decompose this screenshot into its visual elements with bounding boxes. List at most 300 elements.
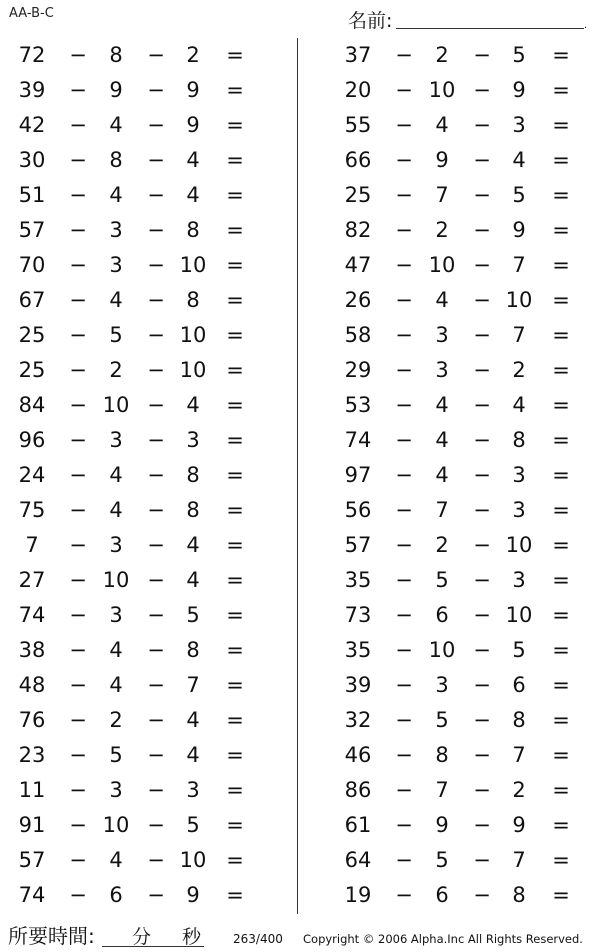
subtrahend-2: 9 — [186, 113, 200, 137]
subtrahend-1: 5 — [109, 743, 123, 767]
subtrahend-1: 3 — [435, 358, 449, 382]
subtrahend-1: 4 — [109, 638, 123, 662]
subtrahend-1: 4 — [435, 288, 449, 312]
subtrahend-2: 4 — [186, 568, 200, 592]
problem-row — [0, 633, 270, 668]
minuend: 67 — [18, 288, 46, 312]
equals-sign: = — [552, 113, 570, 137]
subtrahend-2: 10 — [505, 603, 533, 627]
problem-row — [326, 563, 596, 598]
subtrahend-2: 8 — [512, 708, 526, 732]
subtrahend-1: 8 — [435, 743, 449, 767]
subtrahend-1: 3 — [109, 778, 123, 802]
minus-sign: − — [395, 323, 413, 347]
subtrahend-1: 2 — [109, 358, 123, 382]
subtrahend-1: 4 — [109, 183, 123, 207]
problem-row — [326, 248, 596, 283]
minus-sign: − — [395, 183, 413, 207]
minuend: 38 — [18, 638, 46, 662]
minus-sign: − — [395, 463, 413, 487]
subtrahend-1: 4 — [435, 428, 449, 452]
equals-sign: = — [552, 43, 570, 67]
minus-sign: − — [147, 358, 165, 382]
minuend: 84 — [18, 393, 46, 417]
problem-row — [326, 878, 596, 913]
subtrahend-2: 9 — [512, 218, 526, 242]
left-problem-column — [0, 38, 270, 913]
problem-row — [326, 633, 596, 668]
subtrahend-1: 3 — [109, 533, 123, 557]
minus-sign: − — [473, 673, 491, 697]
minus-sign: − — [473, 708, 491, 732]
minus-sign: − — [69, 183, 87, 207]
minus-sign: − — [69, 743, 87, 767]
minuend: 48 — [18, 673, 46, 697]
subtrahend-1: 4 — [109, 113, 123, 137]
equals-sign: = — [552, 638, 570, 662]
minuend: 97 — [344, 463, 372, 487]
minus-sign: − — [473, 568, 491, 592]
problem-row — [326, 283, 596, 318]
minuend: 58 — [344, 323, 372, 347]
equals-sign: = — [226, 778, 244, 802]
minus-sign: − — [147, 428, 165, 452]
subtrahend-2: 4 — [186, 393, 200, 417]
subtrahend-1: 7 — [435, 778, 449, 802]
subtrahend-1: 6 — [109, 883, 123, 907]
problem-row — [326, 668, 596, 703]
minuend: 66 — [344, 148, 372, 172]
minuend: 7 — [25, 533, 39, 557]
minus-sign: − — [147, 813, 165, 837]
minus-sign: − — [395, 253, 413, 277]
subtrahend-1: 10 — [102, 393, 130, 417]
equals-sign: = — [226, 253, 244, 277]
minus-sign: − — [473, 393, 491, 417]
subtrahend-1: 10 — [102, 568, 130, 592]
equals-sign: = — [552, 848, 570, 872]
subtrahend-2: 7 — [512, 323, 526, 347]
equals-sign: = — [552, 288, 570, 312]
minuend: 47 — [344, 253, 372, 277]
name-underline — [396, 28, 584, 29]
subtrahend-1: 3 — [109, 603, 123, 627]
subtrahend-2: 4 — [186, 183, 200, 207]
problem-row — [0, 353, 270, 388]
subtrahend-1: 2 — [435, 218, 449, 242]
minuend: 76 — [18, 708, 46, 732]
equals-sign: = — [552, 883, 570, 907]
equals-sign: = — [552, 533, 570, 557]
equals-sign: = — [552, 218, 570, 242]
minus-sign: − — [147, 148, 165, 172]
subtrahend-2: 2 — [186, 43, 200, 67]
subtrahend-2: 3 — [186, 428, 200, 452]
minus-sign: − — [395, 358, 413, 382]
minuend: 30 — [18, 148, 46, 172]
minuend: 96 — [18, 428, 46, 452]
minutes-label: 分 — [132, 926, 152, 948]
subtrahend-2: 10 — [179, 358, 207, 382]
minus-sign: − — [147, 638, 165, 662]
equals-sign: = — [552, 498, 570, 522]
minuend: 57 — [18, 218, 46, 242]
minus-sign: − — [473, 638, 491, 662]
equals-sign: = — [552, 183, 570, 207]
subtrahend-1: 4 — [435, 113, 449, 137]
equals-sign: = — [226, 848, 244, 872]
minuend: 75 — [18, 498, 46, 522]
subtrahend-2: 10 — [505, 288, 533, 312]
minus-sign: − — [395, 708, 413, 732]
minus-sign: − — [69, 148, 87, 172]
problem-row — [326, 598, 596, 633]
equals-sign: = — [226, 498, 244, 522]
subtrahend-1: 3 — [109, 253, 123, 277]
problem-row — [326, 528, 596, 563]
minus-sign: − — [395, 218, 413, 242]
minus-sign: − — [147, 498, 165, 522]
subtrahend-2: 9 — [512, 813, 526, 837]
minuend: 25 — [18, 358, 46, 382]
minus-sign: − — [473, 253, 491, 277]
subtrahend-2: 4 — [512, 393, 526, 417]
subtrahend-1: 5 — [435, 568, 449, 592]
subtrahend-2: 4 — [186, 708, 200, 732]
problem-row — [0, 213, 270, 248]
minus-sign: − — [473, 848, 491, 872]
minus-sign: − — [473, 218, 491, 242]
equals-sign: = — [226, 813, 244, 837]
minuend: 72 — [18, 43, 46, 67]
minus-sign: − — [395, 673, 413, 697]
minus-sign: − — [395, 113, 413, 137]
minuend: 32 — [344, 708, 372, 732]
minus-sign: − — [473, 78, 491, 102]
minus-sign: − — [69, 778, 87, 802]
minus-sign: − — [147, 218, 165, 242]
minuend: 37 — [344, 43, 372, 67]
subtrahend-1: 10 — [428, 78, 456, 102]
problem-row — [0, 73, 270, 108]
problem-row — [326, 773, 596, 808]
subtrahend-2: 4 — [512, 148, 526, 172]
minus-sign: − — [473, 883, 491, 907]
minus-sign: − — [69, 673, 87, 697]
problem-row — [0, 458, 270, 493]
minus-sign: − — [395, 533, 413, 557]
minus-sign: − — [147, 113, 165, 137]
minus-sign: − — [473, 148, 491, 172]
subtrahend-2: 8 — [186, 638, 200, 662]
minus-sign: − — [147, 673, 165, 697]
subtrahend-2: 5 — [186, 813, 200, 837]
subtrahend-1: 9 — [109, 78, 123, 102]
minus-sign: − — [69, 638, 87, 662]
minuend: 70 — [18, 253, 46, 277]
problem-row — [326, 143, 596, 178]
copyright-notice: Copyright © 2006 Alpha.Inc All Rights Reserved. — [303, 932, 583, 946]
minus-sign: − — [395, 813, 413, 837]
subtrahend-1: 7 — [435, 183, 449, 207]
subtrahend-1: 3 — [109, 218, 123, 242]
problem-row — [0, 178, 270, 213]
minus-sign: − — [473, 778, 491, 802]
minus-sign: − — [473, 813, 491, 837]
minus-sign: − — [69, 568, 87, 592]
equals-sign: = — [226, 183, 244, 207]
minus-sign: − — [395, 78, 413, 102]
problem-row — [0, 563, 270, 598]
minuend: 46 — [344, 743, 372, 767]
subtrahend-1: 10 — [428, 638, 456, 662]
minus-sign: − — [473, 288, 491, 312]
equals-sign: = — [552, 78, 570, 102]
minuend: 64 — [344, 848, 372, 872]
equals-sign: = — [552, 743, 570, 767]
page-number: 263/400 — [233, 932, 283, 946]
minus-sign: − — [395, 393, 413, 417]
subtrahend-2: 9 — [512, 78, 526, 102]
minus-sign: − — [147, 393, 165, 417]
equals-sign: = — [226, 428, 244, 452]
minus-sign: − — [69, 113, 87, 137]
name-label: 名前: — [348, 10, 393, 32]
equals-sign: = — [552, 778, 570, 802]
problem-row — [0, 528, 270, 563]
subtrahend-2: 7 — [186, 673, 200, 697]
minuend: 86 — [344, 778, 372, 802]
subtrahend-2: 3 — [512, 463, 526, 487]
problem-row — [326, 423, 596, 458]
minus-sign: − — [395, 43, 413, 67]
minus-sign: − — [395, 883, 413, 907]
problem-row — [326, 73, 596, 108]
problem-row — [326, 738, 596, 773]
problem-row — [326, 843, 596, 878]
minus-sign: − — [147, 253, 165, 277]
subtrahend-2: 5 — [512, 43, 526, 67]
subtrahend-2: 10 — [505, 533, 533, 557]
problem-row — [0, 598, 270, 633]
minuend: 25 — [344, 183, 372, 207]
minus-sign: − — [473, 603, 491, 627]
problem-row — [0, 108, 270, 143]
minus-sign: − — [395, 603, 413, 627]
minus-sign: − — [69, 358, 87, 382]
subtrahend-1: 6 — [435, 883, 449, 907]
subtrahend-1: 4 — [109, 463, 123, 487]
minuend: 39 — [344, 673, 372, 697]
minuend: 39 — [18, 78, 46, 102]
minus-sign: − — [395, 848, 413, 872]
minuend: 35 — [344, 638, 372, 662]
minuend: 74 — [344, 428, 372, 452]
equals-sign: = — [226, 113, 244, 137]
footer — [0, 918, 600, 952]
subtrahend-2: 3 — [512, 498, 526, 522]
equals-sign: = — [226, 743, 244, 767]
subtrahend-1: 3 — [435, 673, 449, 697]
minuend: 23 — [18, 743, 46, 767]
equals-sign: = — [552, 568, 570, 592]
minuend: 24 — [18, 463, 46, 487]
minus-sign: − — [69, 43, 87, 67]
minus-sign: − — [473, 498, 491, 522]
equals-sign: = — [226, 603, 244, 627]
problem-row — [326, 178, 596, 213]
minuend: 73 — [344, 603, 372, 627]
minus-sign: − — [147, 603, 165, 627]
minus-sign: − — [473, 358, 491, 382]
minus-sign: − — [69, 323, 87, 347]
subtrahend-1: 4 — [435, 393, 449, 417]
subtrahend-2: 6 — [512, 673, 526, 697]
minus-sign: − — [147, 43, 165, 67]
minus-sign: − — [473, 43, 491, 67]
subtrahend-2: 10 — [179, 323, 207, 347]
minuend: 11 — [18, 778, 46, 802]
equals-sign: = — [226, 568, 244, 592]
subtrahend-1: 3 — [109, 428, 123, 452]
minus-sign: − — [69, 78, 87, 102]
minus-sign: − — [147, 708, 165, 732]
minuend: 20 — [344, 78, 372, 102]
minuend: 91 — [18, 813, 46, 837]
minus-sign: − — [69, 603, 87, 627]
equals-sign: = — [226, 673, 244, 697]
minuend: 74 — [18, 603, 46, 627]
subtrahend-1: 5 — [109, 323, 123, 347]
subtrahend-2: 2 — [512, 358, 526, 382]
subtrahend-1: 10 — [102, 813, 130, 837]
subtrahend-2: 9 — [186, 78, 200, 102]
subtrahend-2: 8 — [186, 498, 200, 522]
minus-sign: − — [147, 883, 165, 907]
problem-row — [0, 388, 270, 423]
minus-sign: − — [69, 253, 87, 277]
problem-row — [326, 38, 596, 73]
minuend: 53 — [344, 393, 372, 417]
equals-sign: = — [552, 673, 570, 697]
problem-row — [326, 808, 596, 843]
subtrahend-1: 7 — [435, 498, 449, 522]
subtrahend-2: 5 — [512, 183, 526, 207]
subtrahend-1: 4 — [109, 498, 123, 522]
minus-sign: − — [473, 323, 491, 347]
problem-row — [326, 458, 596, 493]
problem-row — [326, 388, 596, 423]
subtrahend-1: 6 — [435, 603, 449, 627]
minuend: 57 — [18, 848, 46, 872]
minus-sign: − — [395, 638, 413, 662]
minuend: 56 — [344, 498, 372, 522]
problem-row — [0, 668, 270, 703]
subtrahend-2: 8 — [186, 288, 200, 312]
problem-row — [0, 738, 270, 773]
subtrahend-2: 3 — [512, 568, 526, 592]
equals-sign: = — [552, 708, 570, 732]
problem-row — [0, 283, 270, 318]
subtrahend-1: 5 — [435, 848, 449, 872]
minus-sign: − — [395, 778, 413, 802]
problem-row — [0, 843, 270, 878]
equals-sign: = — [226, 638, 244, 662]
minus-sign: − — [147, 533, 165, 557]
problem-row — [0, 423, 270, 458]
subtrahend-1: 10 — [428, 253, 456, 277]
subtrahend-1: 4 — [109, 848, 123, 872]
subtrahend-2: 10 — [179, 253, 207, 277]
time-required-label: 所要時間: — [8, 924, 95, 948]
subtrahend-2: 7 — [512, 848, 526, 872]
name-end-mark: . — [584, 20, 588, 31]
equals-sign: = — [226, 533, 244, 557]
minuend: 51 — [18, 183, 46, 207]
subtrahend-2: 10 — [179, 848, 207, 872]
subtrahend-2: 8 — [186, 218, 200, 242]
problem-row — [326, 213, 596, 248]
subtrahend-1: 2 — [109, 708, 123, 732]
minus-sign: − — [147, 78, 165, 102]
minus-sign: − — [147, 568, 165, 592]
minus-sign: − — [147, 463, 165, 487]
equals-sign: = — [226, 358, 244, 382]
minus-sign: − — [473, 743, 491, 767]
problem-row — [0, 248, 270, 283]
equals-sign: = — [226, 218, 244, 242]
minuend: 82 — [344, 218, 372, 242]
minuend: 74 — [18, 883, 46, 907]
subtrahend-2: 3 — [186, 778, 200, 802]
subtrahend-1: 3 — [435, 323, 449, 347]
subtrahend-2: 8 — [186, 463, 200, 487]
equals-sign: = — [552, 148, 570, 172]
minus-sign: − — [473, 428, 491, 452]
problem-row — [0, 878, 270, 913]
problem-row — [0, 808, 270, 843]
subtrahend-2: 5 — [186, 603, 200, 627]
subtrahend-2: 7 — [512, 253, 526, 277]
subtrahend-1: 9 — [435, 148, 449, 172]
subtrahend-2: 4 — [186, 148, 200, 172]
subtrahend-2: 2 — [512, 778, 526, 802]
equals-sign: = — [226, 78, 244, 102]
minus-sign: − — [395, 288, 413, 312]
problem-row — [326, 108, 596, 143]
subtrahend-2: 7 — [512, 743, 526, 767]
minuend: 27 — [18, 568, 46, 592]
problem-row — [0, 38, 270, 73]
equals-sign: = — [226, 393, 244, 417]
subtrahend-2: 5 — [512, 638, 526, 662]
subtrahend-2: 4 — [186, 533, 200, 557]
equals-sign: = — [552, 813, 570, 837]
equals-sign: = — [226, 463, 244, 487]
equals-sign: = — [226, 288, 244, 312]
minus-sign: − — [473, 113, 491, 137]
minuend: 25 — [18, 323, 46, 347]
minus-sign: − — [69, 498, 87, 522]
minuend: 57 — [344, 533, 372, 557]
subtrahend-2: 8 — [512, 428, 526, 452]
minus-sign: − — [147, 778, 165, 802]
column-divider — [297, 38, 298, 914]
minuend: 29 — [344, 358, 372, 382]
minus-sign: − — [147, 323, 165, 347]
equals-sign: = — [552, 358, 570, 382]
problem-row — [326, 353, 596, 388]
